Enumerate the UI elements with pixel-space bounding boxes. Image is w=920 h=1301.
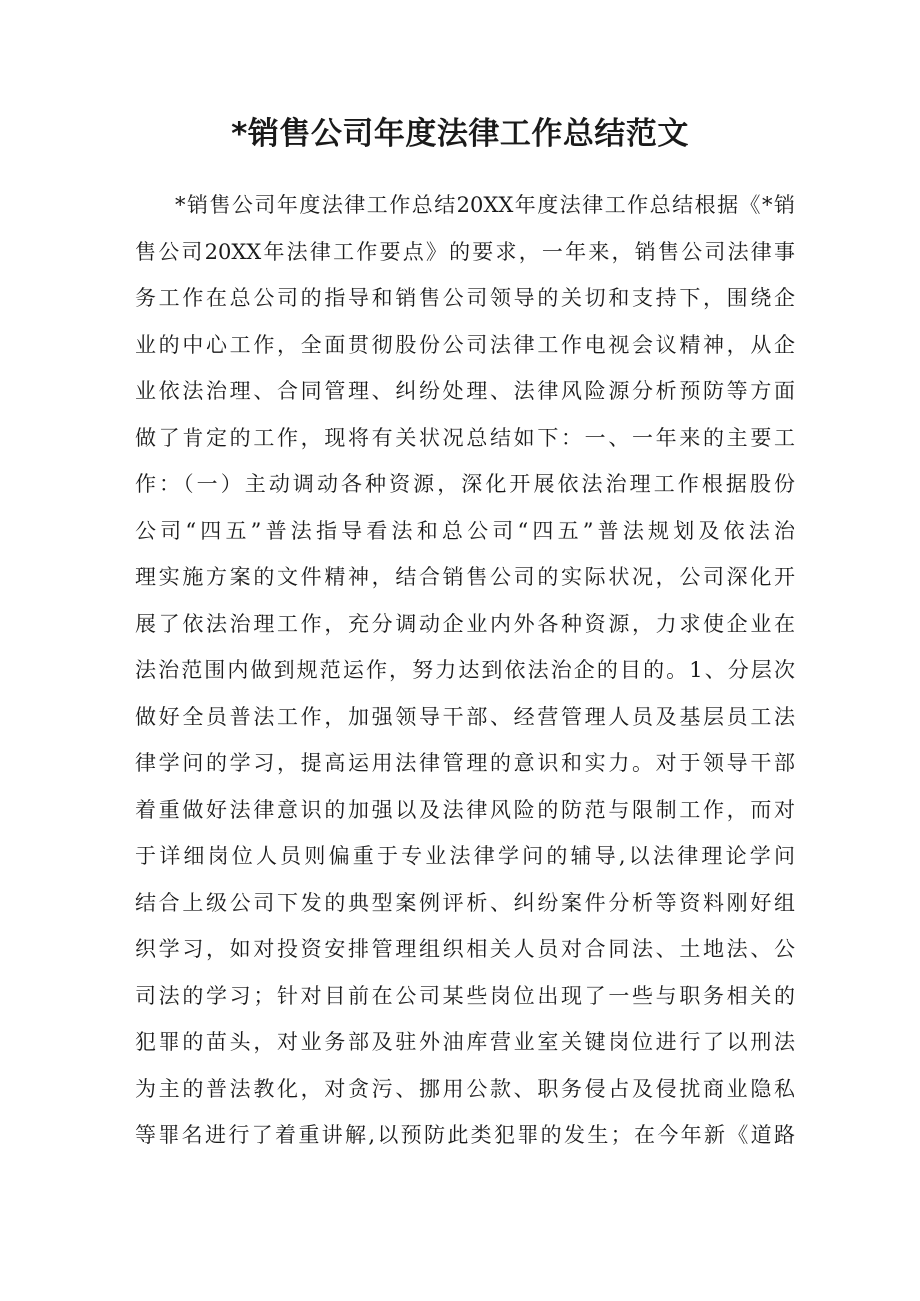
body-line: 业的中心工作，全面贯彻股份公司法律工作电视会议精神，从企 (135, 332, 795, 357)
body-line: 律学问的学习，提高运用法律管理的意识和实力。对于领导干部 (135, 751, 795, 775)
body-line: 公司“四五”普法指导看法和总公司“四五”普法规划及依法治 (135, 518, 795, 543)
body-line: 司法的学习；针对目前在公司某些岗位出现了一些与职务相关的 (135, 983, 795, 1008)
body-line: 着重做好法律意识的加强以及法律风险的防范与限制工作，而对 (135, 797, 795, 822)
body-line: 于详细岗位人员则偏重于专业法律学问的辅导,以法律理论学问 (135, 844, 795, 868)
body-line: 为主的普法教化，对贪污、挪用公款、职务侵占及侵扰商业隐私 (135, 1076, 795, 1101)
body-line: 结合上级公司下发的典型案例评析、纠纷案件分析等资料刚好组 (135, 890, 795, 915)
body-line: 做好全员普法工作，加强领导干部、经营管理人员及基层员工法 (135, 704, 795, 729)
body-line: *销售公司年度法律工作总结20XX年度法律工作总结根据《*销 (175, 193, 795, 217)
body-line: 等罪名进行了着重讲解,以预防此类犯罪的发生；在今年新《道路 (135, 1123, 795, 1147)
document-body (135, 182, 795, 1159)
body-line: 织学习，如对投资安排管理组织相关人员对合同法、土地法、公 (135, 937, 795, 961)
body-line: 理实施方案的文件精神，结合销售公司的实际状况，公司深化开 (135, 565, 795, 589)
body-line: 售公司20XX年法律工作要点》的要求，一年来，销售公司法律事 (135, 239, 795, 264)
body-line: 展了依法治理工作，充分调动企业内外各种资源，力求使企业在 (135, 611, 795, 636)
body-line: 犯罪的苗头，对业务部及驻外油库营业室关键岗位进行了以刑法 (135, 1030, 795, 1054)
body-line: 务工作在总公司的指导和销售公司领导的关切和支持下，围绕企 (135, 286, 795, 310)
document-title: *销售公司年度法律工作总结范文 (231, 116, 689, 152)
body-line: 业依法治理、合同管理、纠纷处理、法律风险源分析预防等方面 (135, 379, 795, 403)
body-line: 作：（一）主动调动各种资源，深化开展依法治理工作根据股份 (135, 472, 795, 496)
body-line: 法治范围内做到规范运作，努力达到依法治企的目的。1、分层次 (135, 658, 795, 682)
body-line: 做了肯定的工作，现将有关状况总结如下：一、一年来的主要工 (135, 425, 795, 450)
